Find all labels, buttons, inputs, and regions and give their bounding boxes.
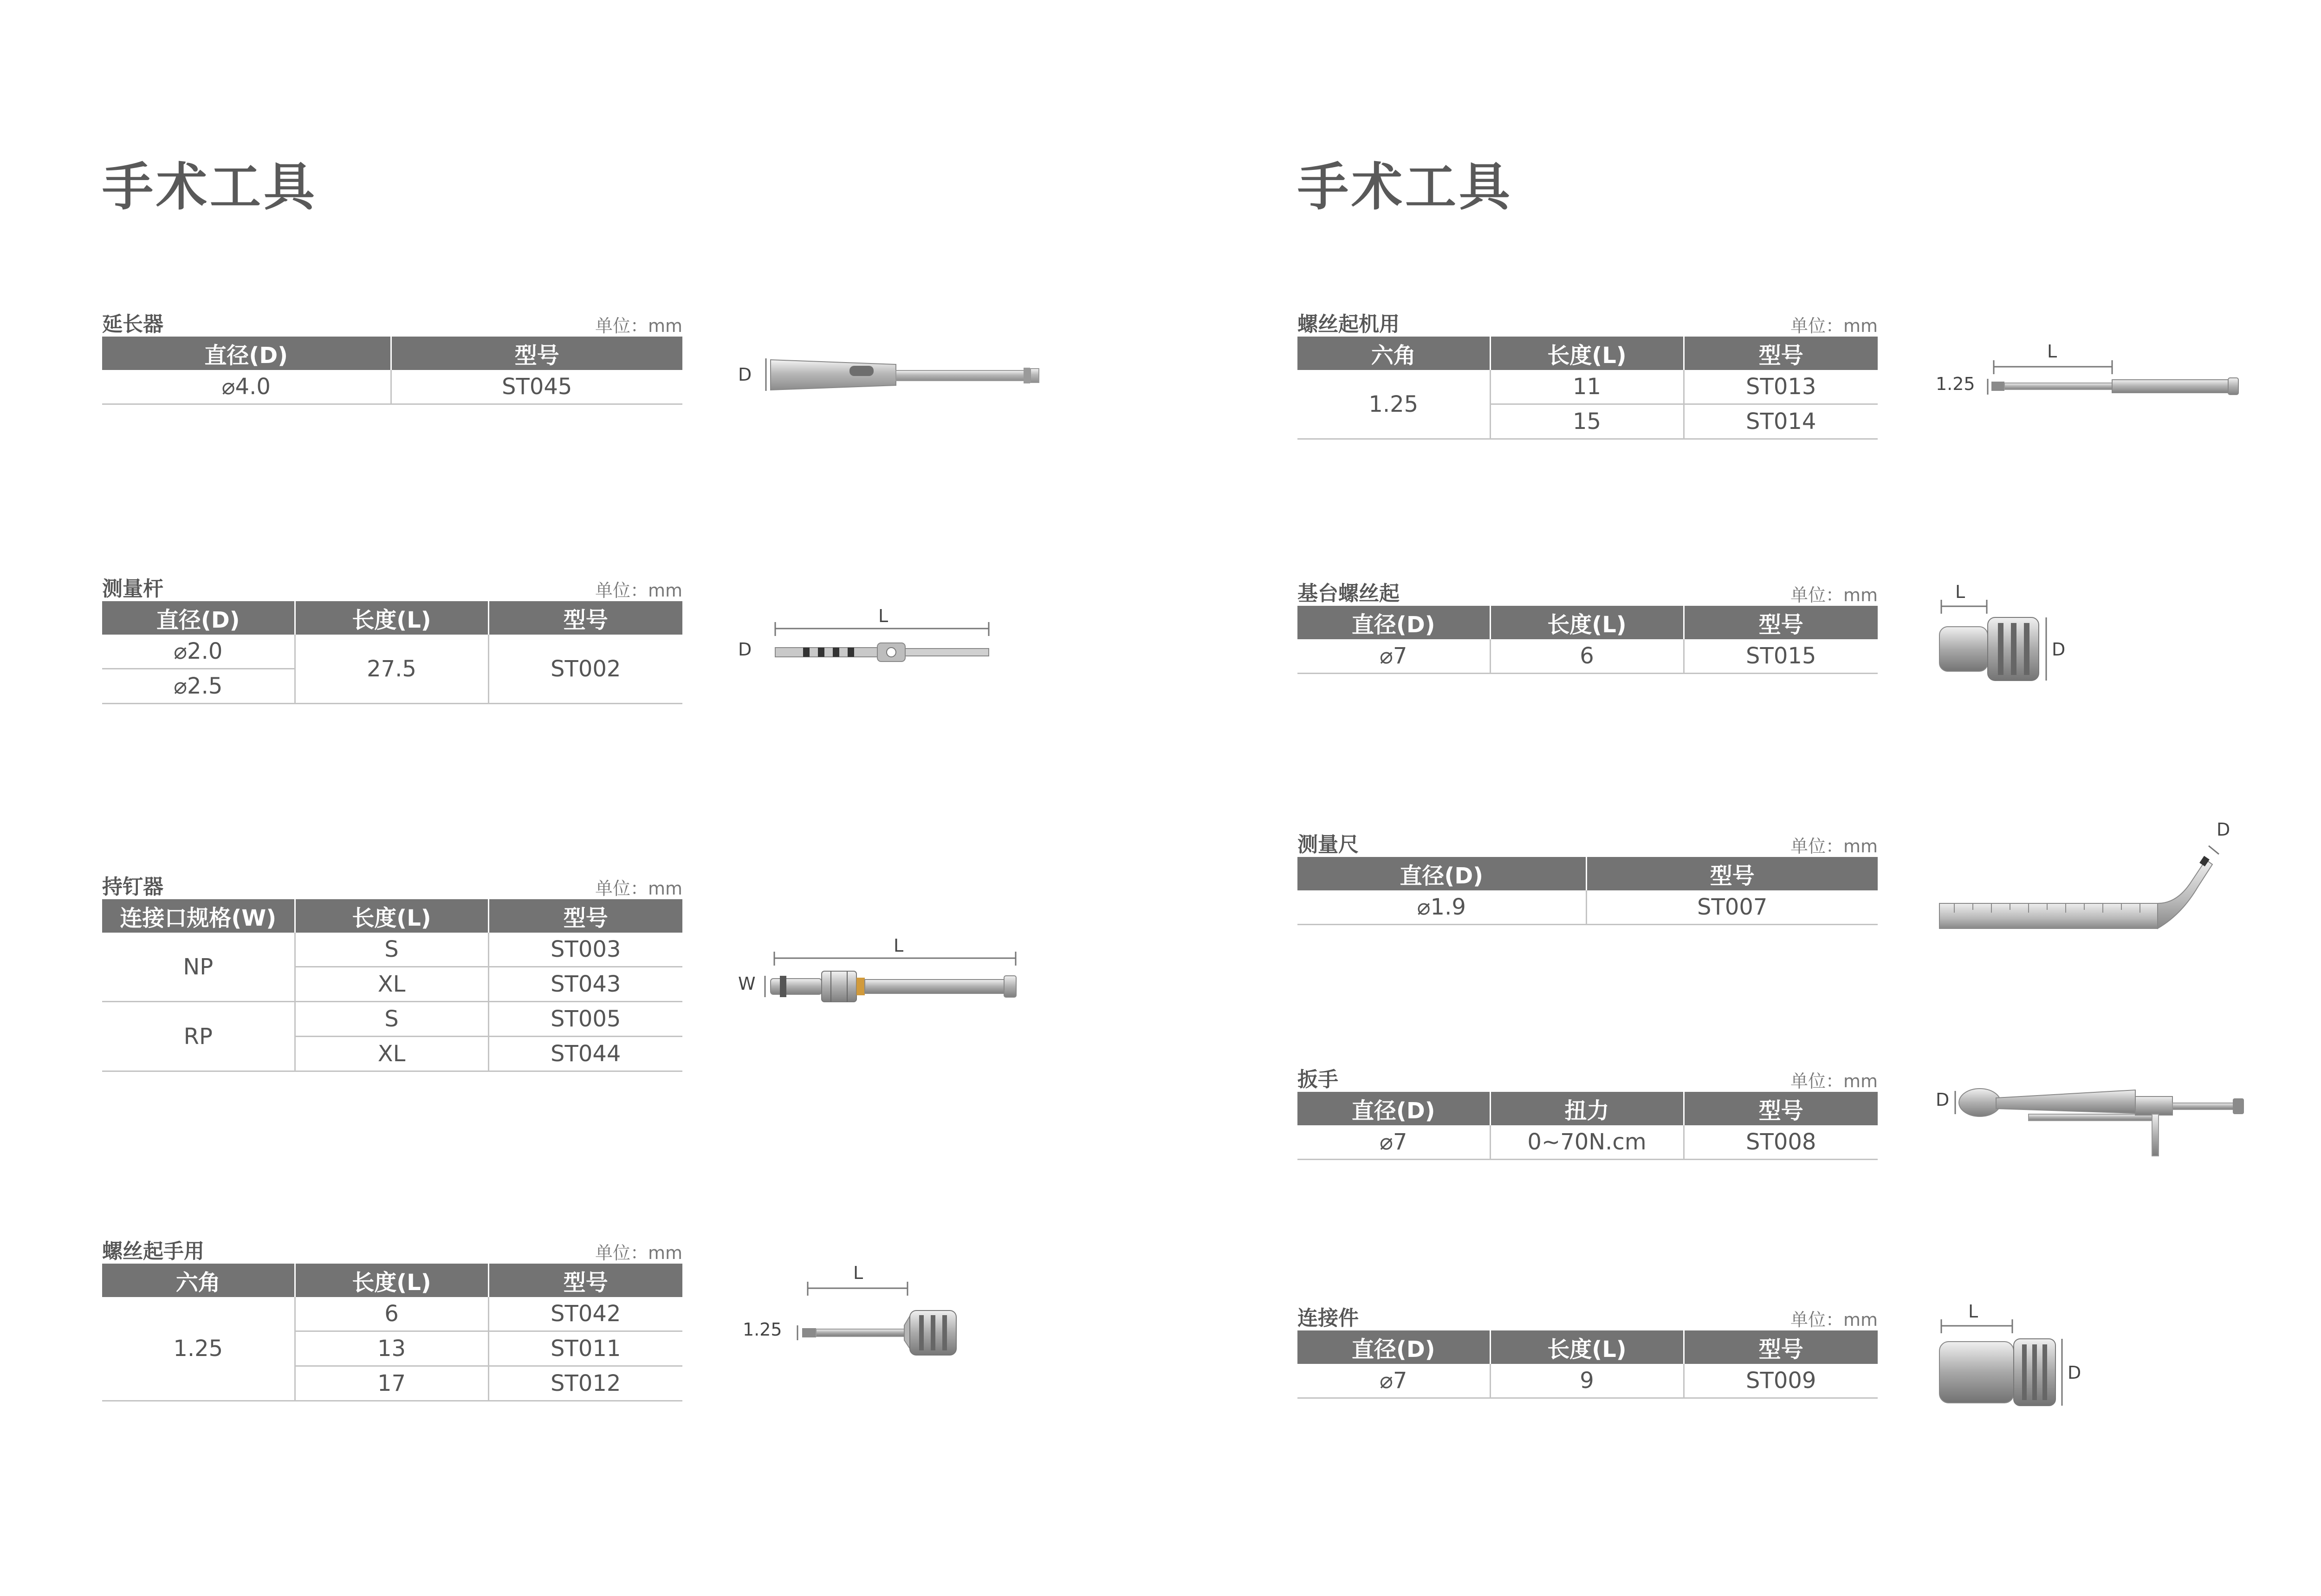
unit-label: 单位：mm	[1790, 585, 1878, 605]
section-title: 基台螺丝起	[1297, 582, 1400, 605]
unit-label: 单位：mm	[595, 580, 682, 601]
table-cell: 17	[295, 1366, 488, 1401]
table-cell: ST044	[488, 1037, 682, 1071]
column-header: 型号	[488, 899, 682, 933]
table-row	[102, 933, 682, 967]
column-header: 连接口规格(W)	[102, 899, 295, 933]
dimension-label: D	[738, 639, 752, 660]
spec-table	[102, 899, 682, 1072]
section-title: 持钉器	[102, 875, 163, 899]
table-row	[102, 635, 682, 669]
table-cell: ⌀7	[1297, 639, 1490, 674]
column-header: 长度(L)	[1490, 337, 1684, 370]
table-cell: ⌀4.0	[102, 370, 391, 404]
table-cell: ST011	[488, 1331, 682, 1366]
column-header: 直径(D)	[1297, 1092, 1490, 1125]
spec-table	[1297, 1092, 1878, 1160]
table-cell: 0~70N.cm	[1490, 1125, 1684, 1160]
unit-label: 单位：mm	[595, 878, 682, 899]
unit-label: 单位：mm	[1790, 1310, 1878, 1330]
table-row	[1297, 1125, 1878, 1160]
table-cell: 9	[1490, 1364, 1684, 1398]
section-title: 螺丝起手用	[102, 1239, 204, 1263]
spec-table	[1297, 337, 1878, 440]
table-cell: ST043	[488, 967, 682, 1002]
table-cell: ST042	[488, 1297, 682, 1331]
table-cell: S	[295, 1002, 488, 1037]
abutment-driver-section	[1297, 578, 1878, 674]
table-cell: ST013	[1684, 370, 1878, 404]
spec-table	[1297, 857, 1878, 925]
dimension-label: 1.25	[1936, 374, 1975, 394]
column-header: 型号	[1586, 857, 1878, 890]
table-cell: ⌀1.9	[1297, 890, 1586, 925]
table-row	[1297, 639, 1878, 674]
column-header: 型号	[1684, 1330, 1878, 1364]
column-header: 型号	[391, 337, 682, 370]
table-row	[102, 1297, 682, 1331]
table-cell: 13	[295, 1331, 488, 1366]
unit-label: 单位：mm	[1790, 836, 1878, 856]
dimension-label: L	[2047, 341, 2057, 362]
hand-driver-section	[102, 1236, 682, 1401]
section-title: 测量杆	[102, 577, 163, 601]
table-cell: ⌀2.5	[102, 669, 295, 704]
dimension-label: D	[1936, 1090, 1950, 1110]
dimension-label: W	[738, 973, 756, 994]
section-title: 连接件	[1297, 1306, 1359, 1330]
table-cell: NP	[102, 933, 295, 1002]
spec-table	[1297, 1330, 1878, 1399]
column-header: 型号	[488, 601, 682, 635]
gauge-rod-section	[102, 573, 682, 704]
dimension-label: L	[853, 1263, 863, 1283]
table-cell: ST009	[1684, 1364, 1878, 1398]
column-header: 直径(D)	[1297, 857, 1586, 890]
section-title: 扳手	[1297, 1068, 1338, 1091]
column-header: 型号	[1684, 337, 1878, 370]
dimension-label: D	[2217, 819, 2230, 840]
table-cell: ST005	[488, 1002, 682, 1037]
table-row	[102, 1002, 682, 1037]
column-header: 长度(L)	[295, 601, 488, 635]
column-header: 六角	[1297, 337, 1490, 370]
table-cell: 1.25	[102, 1297, 295, 1401]
table-cell: ST015	[1684, 639, 1878, 674]
connector-section	[1297, 1303, 1878, 1399]
dimension-label: 1.25	[743, 1319, 782, 1340]
table-cell: ST002	[488, 635, 682, 704]
section-title: 延长器	[102, 312, 163, 336]
table-cell: XL	[295, 1037, 488, 1071]
column-header: 直径(D)	[102, 337, 391, 370]
dimension-label: L	[1955, 582, 1965, 602]
table-cell: S	[295, 933, 488, 967]
table-row	[1297, 1364, 1878, 1398]
left-page-title: 手术工具	[102, 157, 318, 217]
table-cell: 6	[1490, 639, 1684, 674]
dimension-label: D	[2052, 639, 2066, 660]
extender-section	[102, 309, 682, 405]
right-page-title: 手术工具	[1297, 157, 1513, 217]
table-cell: ST045	[391, 370, 682, 404]
column-header: 长度(L)	[295, 1264, 488, 1297]
dimension-label: L	[894, 935, 904, 956]
implant-holder-section	[102, 871, 682, 1072]
connector-image	[1936, 1300, 2112, 1411]
implant-holder-image	[738, 933, 1026, 1017]
gauge-rod-image	[738, 603, 998, 673]
table-cell: 27.5	[295, 635, 488, 704]
table-cell: ST012	[488, 1366, 682, 1401]
table-cell: 11	[1490, 370, 1684, 404]
column-header: 长度(L)	[1490, 1330, 1684, 1364]
table-cell: RP	[102, 1002, 295, 1071]
table-cell: ⌀7	[1297, 1364, 1490, 1398]
abutment-driver-image	[1936, 580, 2103, 687]
column-header: 型号	[488, 1264, 682, 1297]
dimension-label: D	[2068, 1362, 2081, 1383]
section-title: 螺丝起机用	[1297, 312, 1400, 336]
table-row	[1297, 370, 1878, 404]
column-header: 直径(D)	[1297, 1330, 1490, 1364]
measuring-ruler-section	[1297, 829, 1878, 925]
column-header: 型号	[1684, 1092, 1878, 1125]
table-row	[102, 370, 682, 404]
machine-driver-section	[1297, 309, 1878, 440]
table-cell: ST003	[488, 933, 682, 967]
spec-table	[102, 1264, 682, 1401]
measuring-ruler-image	[1936, 817, 2242, 938]
spec-table	[102, 601, 682, 704]
section-title: 测量尺	[1297, 833, 1359, 856]
table-cell: 15	[1490, 404, 1684, 439]
unit-label: 单位：mm	[595, 316, 682, 336]
table-cell: 6	[295, 1297, 488, 1331]
table-row	[1297, 890, 1878, 925]
table-cell: XL	[295, 967, 488, 1002]
dimension-label: L	[878, 606, 888, 626]
spec-table	[1297, 606, 1878, 674]
column-header: 扭力	[1490, 1092, 1684, 1125]
table-cell: ⌀7	[1297, 1125, 1490, 1160]
table-cell: ⌀2.0	[102, 635, 295, 669]
hand-driver-image	[743, 1260, 1003, 1372]
column-header: 六角	[102, 1264, 295, 1297]
table-cell: ST008	[1684, 1125, 1878, 1160]
wrench-section	[1297, 1064, 1878, 1160]
extender-image	[738, 339, 1044, 409]
dimension-label: L	[1968, 1301, 1978, 1322]
spec-table	[102, 337, 682, 405]
column-header: 直径(D)	[1297, 606, 1490, 639]
unit-label: 单位：mm	[1790, 316, 1878, 336]
table-cell: ST007	[1586, 890, 1878, 925]
column-header: 型号	[1684, 606, 1878, 639]
unit-label: 单位：mm	[595, 1243, 682, 1263]
column-header: 长度(L)	[295, 899, 488, 933]
table-cell: ST014	[1684, 404, 1878, 439]
column-header: 长度(L)	[1490, 606, 1684, 639]
column-header: 直径(D)	[102, 601, 295, 635]
table-cell: 1.25	[1297, 370, 1490, 439]
machine-driver-image	[1936, 339, 2251, 413]
unit-label: 单位：mm	[1790, 1071, 1878, 1091]
dimension-label: D	[738, 364, 752, 385]
wrench-image	[1936, 1068, 2251, 1170]
